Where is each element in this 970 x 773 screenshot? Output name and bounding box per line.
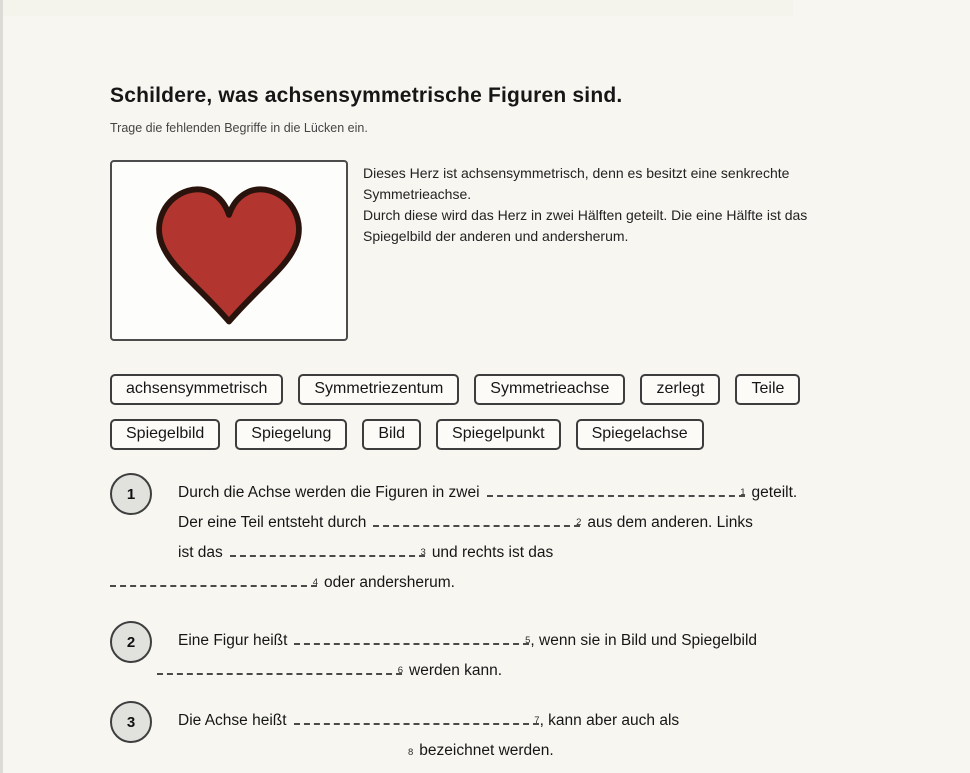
answer-blank-7[interactable] [294, 710, 539, 725]
question-line [178, 656, 938, 686]
question-number-badge: 1 [110, 473, 152, 515]
question-line [178, 626, 938, 656]
question-line [178, 736, 938, 766]
blank-index: 6 [397, 665, 403, 676]
word-chip-teile[interactable]: Teile [735, 374, 800, 405]
question-text: bezeichnet werden. [419, 742, 554, 759]
question-line [178, 568, 938, 598]
question-line [178, 706, 938, 736]
question-line [178, 508, 938, 538]
word-chip-symmetriezentum[interactable]: Symmetriezentum [298, 374, 459, 405]
intro-text-line: Spiegelbild der anderen und andersherum. [363, 228, 629, 244]
intro-text-line: Durch diese wird das Herz in zwei Hälften geteilt. Die eine Hälfte ist das [363, 207, 808, 223]
answer-blank-2[interactable] [373, 512, 580, 527]
word-chip-spiegelpunkt[interactable]: Spiegelpunkt [436, 419, 561, 450]
question-text: Die Achse heißt [178, 712, 287, 729]
question-1 [110, 478, 950, 598]
question-text: werden kann. [409, 662, 503, 679]
intro-text [363, 160, 807, 341]
word-chip-spiegelung[interactable]: Spiegelung [235, 419, 347, 450]
question-2-body [178, 626, 938, 686]
blank-index: 7 [534, 715, 540, 726]
word-chip-zerlegt[interactable]: zerlegt [640, 374, 720, 405]
question-text: geteilt. [751, 484, 798, 501]
question-3-body [178, 706, 938, 766]
screen-left-edge [0, 0, 3, 773]
question-1-body [178, 478, 938, 598]
question-text: Der eine Teil entsteht durch [178, 514, 367, 531]
intro-text-line: Dieses Herz ist achsensymmetrisch, denn es besitzt eine senkrechte [363, 165, 790, 181]
question-text: oder andersherum. [324, 574, 455, 591]
page-title: Schildere, was achsensymmetrische Figuren sind. [110, 84, 623, 107]
hero-section [110, 160, 807, 341]
word-bank [110, 374, 910, 464]
question-text: , kann aber auch als [539, 712, 680, 729]
answer-blank-1[interactable] [487, 482, 745, 497]
question-text: , wenn sie in Bild und Spiegelbild [530, 632, 758, 649]
question-text: ist das [178, 544, 223, 561]
questions-section [110, 478, 950, 766]
page-instruction: Trage die fehlenden Begriffe in die Lücken ein. [110, 121, 368, 135]
word-chip-achsensymmetrisch[interactable]: achsensymmetrisch [110, 374, 283, 405]
question-3 [110, 706, 950, 766]
word-chip-bild[interactable]: Bild [362, 419, 421, 450]
word-chip-spiegelachse[interactable]: Spiegelachse [576, 419, 704, 450]
answer-blank-4[interactable] [110, 572, 317, 587]
blank-index: 4 [312, 577, 318, 588]
word-chip-spiegelbild[interactable]: Spiegelbild [110, 419, 220, 450]
question-text: und rechts ist das [431, 544, 554, 561]
question-number-badge: 2 [110, 621, 152, 663]
blank-index: 2 [576, 517, 582, 528]
heart-image [143, 171, 315, 331]
answer-blank-5[interactable] [294, 630, 529, 645]
word-chip-symmetrieachse[interactable]: Symmetrieachse [474, 374, 625, 405]
intro-text-line: Symmetrieachse. [363, 186, 472, 202]
top-band [3, 0, 793, 16]
answer-blank-3[interactable] [230, 542, 425, 557]
question-text: aus dem anderen. Links [587, 514, 753, 531]
heart-image-box [110, 160, 348, 341]
question-line [178, 478, 938, 508]
blank-index: 5 [525, 635, 531, 646]
blank-index: 1 [740, 487, 746, 498]
question-number-badge: 3 [110, 701, 152, 743]
blank-index: 3 [420, 547, 426, 558]
question-2 [110, 626, 950, 686]
question-line [178, 538, 938, 568]
blank-index: 8 [408, 747, 414, 758]
question-text: Eine Figur heißt [178, 632, 288, 649]
word-bank-row-2 [110, 419, 910, 450]
question-text: Durch die Achse werden die Figuren in zwei [178, 484, 480, 501]
answer-blank-6[interactable] [157, 660, 402, 675]
word-bank-row-1 [110, 374, 910, 405]
